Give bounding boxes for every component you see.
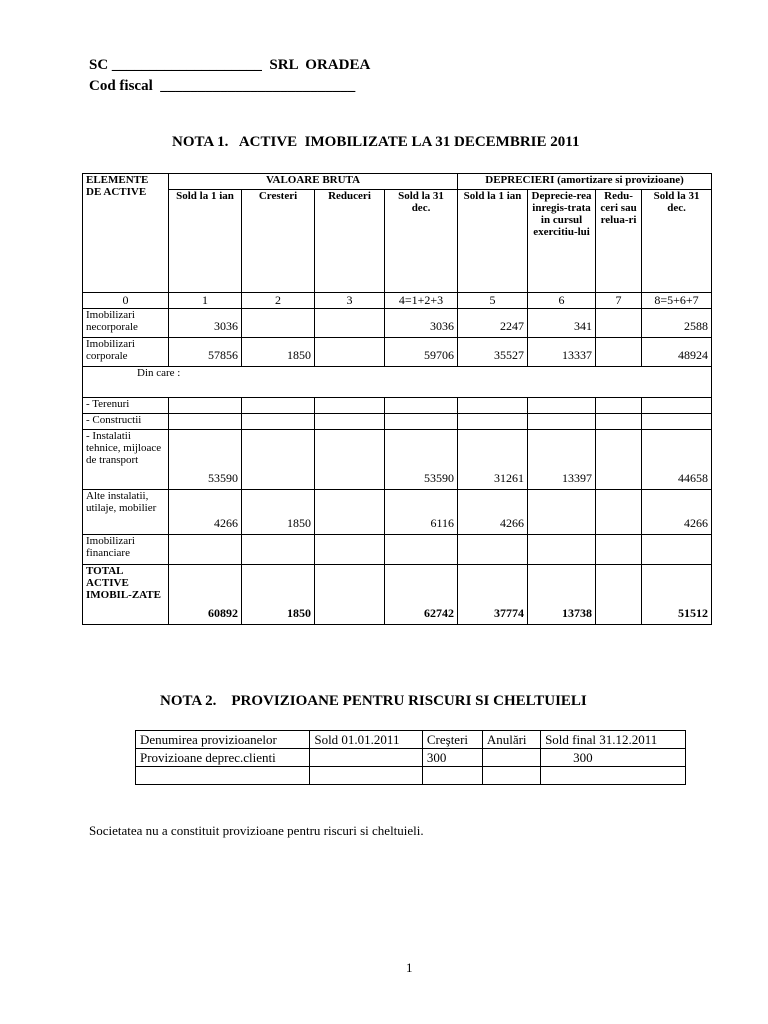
- total-cell: 62742: [385, 565, 458, 625]
- cell: [528, 414, 596, 430]
- col-header: Sold la 1 ian: [169, 190, 242, 293]
- cell: 300: [541, 749, 686, 767]
- cell: 57856: [169, 338, 242, 367]
- cell: [596, 535, 642, 565]
- cell: [315, 490, 385, 535]
- cell: 2588: [642, 309, 712, 338]
- cell: 35527: [458, 338, 528, 367]
- deprecieri-header: DEPRECIERI (amortizare si provizioane): [458, 174, 712, 190]
- col-header: Sold final 31.12.2011: [541, 731, 686, 749]
- cell: 48924: [642, 338, 712, 367]
- total-cell: 51512: [642, 565, 712, 625]
- cell: [242, 535, 315, 565]
- cell: 6116: [385, 490, 458, 535]
- fixed-assets-table: [82, 173, 712, 625]
- cell: [482, 749, 540, 767]
- nota1-title: NOTA 1. ACTIVE IMOBILIZATE LA 31 DECEMBRIE 2011: [172, 134, 580, 150]
- cell: [596, 398, 642, 414]
- cell: 300: [422, 749, 482, 767]
- total-label: TOTAL ACTIVE IMOBIL-ZATE: [83, 565, 169, 625]
- row-label: - Terenuri: [83, 398, 169, 414]
- table-row: [83, 430, 712, 490]
- index-cell: 2: [242, 293, 315, 309]
- table-row: [83, 338, 712, 367]
- table-row: [136, 767, 686, 785]
- cell: 31261: [458, 430, 528, 490]
- cell: 1850: [242, 338, 315, 367]
- col-header: Deprecie-rea inregis-trata in cursul exercitiu-lui: [528, 190, 596, 293]
- col-header: Anulări: [482, 731, 540, 749]
- provisions-note: Societatea nu a constituit provizioane pentru riscuri si cheltuieli.: [89, 823, 424, 838]
- cell: 2247: [458, 309, 528, 338]
- col-header: Cresteri: [242, 190, 315, 293]
- cell: [596, 490, 642, 535]
- cell: 13337: [528, 338, 596, 367]
- table-row: [136, 749, 686, 767]
- col-header: Reduceri: [315, 190, 385, 293]
- cell: [385, 535, 458, 565]
- cell: [596, 430, 642, 490]
- cell: [642, 414, 712, 430]
- cell: 3036: [385, 309, 458, 338]
- page-number: 1: [406, 960, 413, 975]
- table-row: [83, 414, 712, 430]
- cell: [596, 309, 642, 338]
- total-cell: 13738: [528, 565, 596, 625]
- cell: [458, 414, 528, 430]
- cell: [458, 535, 528, 565]
- row-label: Imobilizari financiare: [83, 535, 169, 565]
- cell: 13397: [528, 430, 596, 490]
- cell: 341: [528, 309, 596, 338]
- cell: 3036: [169, 309, 242, 338]
- cell: 4266: [458, 490, 528, 535]
- table-row: [83, 398, 712, 414]
- cell: [315, 430, 385, 490]
- cell: [242, 309, 315, 338]
- cell: [242, 398, 315, 414]
- provisions-table: [135, 730, 686, 785]
- total-cell: 60892: [169, 565, 242, 625]
- valoare-bruta-header: VALOARE BRUTA: [169, 174, 458, 190]
- cell: [642, 535, 712, 565]
- index-cell: 6: [528, 293, 596, 309]
- cell: 1850: [242, 490, 315, 535]
- cell: 53590: [169, 430, 242, 490]
- cell: [315, 309, 385, 338]
- col-elemente-header: ELEMENTE DE ACTIVE: [83, 174, 169, 293]
- row-label: - Constructii: [83, 414, 169, 430]
- row-label: Imobilizari necorporale: [83, 309, 169, 338]
- col-header: Sold la 1 ian: [458, 190, 528, 293]
- index-cell: 7: [596, 293, 642, 309]
- cell: Provizioane deprec.clienti: [136, 749, 310, 767]
- col-header: Creşteri: [422, 731, 482, 749]
- total-cell: 1850: [242, 565, 315, 625]
- cell: [310, 749, 423, 767]
- cell: [242, 430, 315, 490]
- cell: [528, 398, 596, 414]
- cell: [596, 414, 642, 430]
- index-row: [83, 293, 712, 309]
- din-care-label: Din care :: [83, 367, 712, 398]
- index-cell: 8=5+6+7: [642, 293, 712, 309]
- table-header-row: [136, 731, 686, 749]
- col-header: Sold la 31 dec.: [642, 190, 712, 293]
- table-row: [83, 490, 712, 535]
- fiscal-code-line: Cod fiscal __________________________: [89, 78, 356, 94]
- cell: [315, 338, 385, 367]
- cell: [642, 398, 712, 414]
- cell: [169, 398, 242, 414]
- cell: [169, 535, 242, 565]
- col-header: Sold la 31 dec.: [385, 190, 458, 293]
- cell: [169, 414, 242, 430]
- total-row: [83, 565, 712, 625]
- row-label: Alte instalatii, utilaje, mobilier: [83, 490, 169, 535]
- cell: 4266: [642, 490, 712, 535]
- total-cell: [596, 565, 642, 625]
- cell: 59706: [385, 338, 458, 367]
- cell: [315, 398, 385, 414]
- cell: [315, 414, 385, 430]
- cell: 53590: [385, 430, 458, 490]
- index-cell: 4=1+2+3: [385, 293, 458, 309]
- company-line: SC ____________________ SRL ORADEA: [89, 57, 371, 73]
- cell: [458, 398, 528, 414]
- cell: [242, 414, 315, 430]
- din-care-row: [83, 367, 712, 398]
- cell: [310, 767, 423, 785]
- nota2-title: NOTA 2. PROVIZIOANE PENTRU RISCURI SI CHELTUIELI: [160, 693, 587, 709]
- cell: [385, 414, 458, 430]
- total-cell: [315, 565, 385, 625]
- col-header: Redu-ceri sau relua-ri: [596, 190, 642, 293]
- cell: [422, 767, 482, 785]
- cell: [528, 490, 596, 535]
- total-cell: 37774: [458, 565, 528, 625]
- row-label: Imobilizari corporale: [83, 338, 169, 367]
- col-header: Denumirea provizioanelor: [136, 731, 310, 749]
- cell: [596, 338, 642, 367]
- col-header: Sold 01.01.2011: [310, 731, 423, 749]
- row-label: - Instalatii tehnice, mijloace de transport: [83, 430, 169, 490]
- index-cell: 3: [315, 293, 385, 309]
- cell: [136, 767, 310, 785]
- cell: [315, 535, 385, 565]
- cell: [482, 767, 540, 785]
- table-row: [83, 535, 712, 565]
- cell: [541, 767, 686, 785]
- index-cell: 5: [458, 293, 528, 309]
- cell: 4266: [169, 490, 242, 535]
- table-row: [83, 309, 712, 338]
- cell: 44658: [642, 430, 712, 490]
- cell: [385, 398, 458, 414]
- index-cell: 1: [169, 293, 242, 309]
- index-cell: 0: [83, 293, 169, 309]
- cell: [528, 535, 596, 565]
